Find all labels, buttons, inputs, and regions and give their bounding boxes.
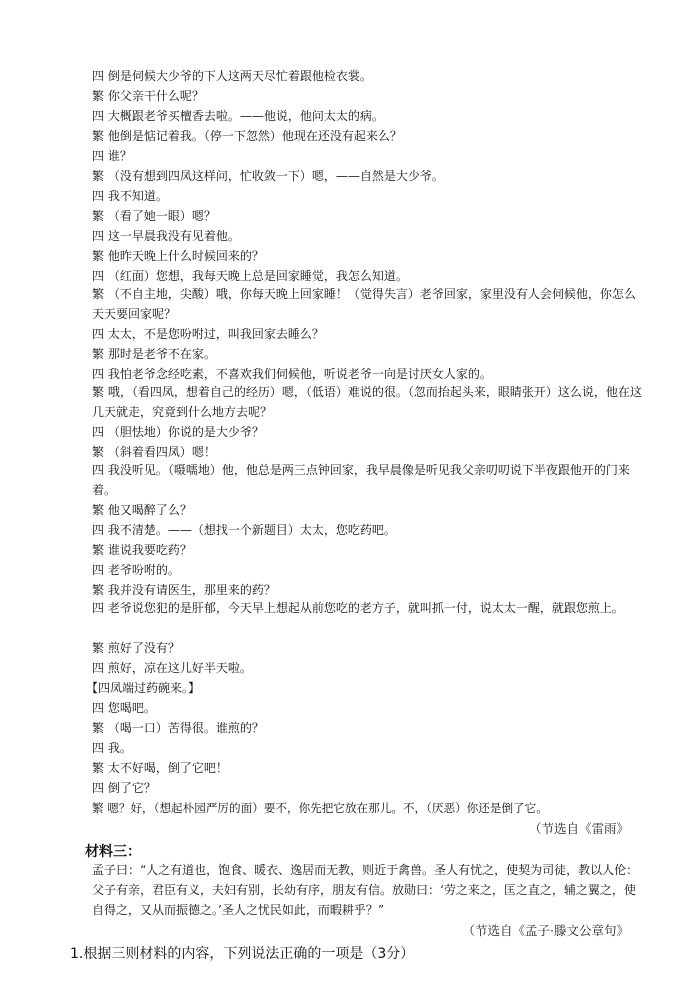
dialogue-line: 四 谁？ xyxy=(92,149,132,163)
dialogue-line: 繁 （喝一口）苦得很。谁煎的？ xyxy=(92,721,264,735)
dialogue-line: 繁 他倒是惦记着我。（停一下忽然）他现在还没有起来么？ xyxy=(92,129,402,143)
dialogue-line: 四 （红面）您想，我每天晚上总是回家睡觉，我怎么知道。 xyxy=(92,269,408,283)
dialogue-line: 繁 他又喝醉了么？ xyxy=(92,503,192,517)
dialogue-line: 四 我怕老爷念经吃素，不喜欢我们伺候他，听说老爷一向是讨厌女人家的。 xyxy=(92,367,492,381)
dialogue-line: 四 我不清楚。——（想找一个新题目）太太，您吃药吧。 xyxy=(92,523,396,537)
dialogue-line: 繁 那时是老爷不在家。 xyxy=(92,347,216,361)
dialogue-line: 四 我没听见。（嗫嚅地）他，他总是两三点钟回家，我早晨像是听见我父亲叨叨说下半夜跟他开的门来着。 xyxy=(92,463,630,497)
dialogue-line: 四 您喝吧。 xyxy=(92,701,156,715)
dialogue-line: 四 老爷吩咐的。 xyxy=(92,563,180,577)
dialogue-line: 繁 嗯？好，（想起朴园严厉的面）要不，你先把它放在那儿。不，（厌恶）你还是倒了它。 xyxy=(92,801,548,815)
dialogue-line: 四 （胆怯地）你说的是大少爷？ xyxy=(92,425,264,439)
stage-direction: 【四凤端过药碗来。】 xyxy=(86,681,201,695)
source-citation-3: （节选自《孟子·滕文公章句》 xyxy=(462,923,629,938)
dialogue-line: 四 煎好，凉在这儿好半天啦。 xyxy=(92,661,252,675)
dialogue-line: 繁 哦，（看四凤，想着自己的经历）嗯，（低语）难说的很。（忽而抬起头来，眼睛张开）这么说，他在这几天就走，究竟到什么地方去呢？ xyxy=(92,385,642,419)
source-citation-2: （节选自《雷雨》 xyxy=(528,821,629,836)
dialogue-line: 繁 煎好了没有？ xyxy=(92,641,180,655)
dialogue-line: 四 我不知道。 xyxy=(92,189,168,203)
dialogue-line: 繁 （不自主地，尖酸）哦，你每天晚上回家睡！（觉得失言）老爷回家，家里没有人会伺候他，你怎么天天要回家呢？ xyxy=(92,287,636,321)
dialogue-line: 繁 （没有想到四凤这样问，忙收敛一下）嗯，——自然是大少爷。 xyxy=(92,169,444,183)
material-3-text: 孟子曰：“人之有道也，饱食、暖衣、逸居而无教，则近于禽兽。圣人有忧之，使契为司徒，教以人伦：父子有亲，君臣有义，夫妇有别，长幼有序，朋友有信。放勋曰：‘劳之来之，匡之直之，辅之翼之，使自得之，又从而振德之。’圣人之忧民如此，而暇耕乎？” xyxy=(92,863,639,917)
dialogue-line: 繁 你父亲干什么呢？ xyxy=(92,89,204,103)
dialogue-line: 四 这一早晨我没有见着他。 xyxy=(92,229,240,243)
question-1: 1.根据三则材料的内容，下列说法正确的一项是（3分） xyxy=(70,946,415,962)
dialogue-line: 繁 （看了她一眼）嗯？ xyxy=(92,209,216,223)
dialogue-line: 繁 我并没有请医生，那里来的药？ xyxy=(92,583,276,597)
dialogue-line: 四 大概跟老爷买檀香去啦。——他说，他问太太的病。 xyxy=(92,109,384,123)
dialogue-line: 四 我。 xyxy=(92,741,132,755)
dialogue-line: 四 老爷说您犯的是肝郁，今天早上想起从前您吃的老方子，就叫抓一付，说太太一醒，就跟您煎上。 xyxy=(92,601,624,615)
dialogue-line: 繁 谁说我要吃药？ xyxy=(92,543,192,557)
dialogue-line: 四 倒了它？ xyxy=(92,781,156,795)
material-3-title: 材料三： xyxy=(85,844,141,860)
dialogue-line: 四 太太，不是您吩咐过，叫我回家去睡么？ xyxy=(92,327,324,341)
dialogue-line: 繁 他昨天晚上什么时候回来的？ xyxy=(92,249,264,263)
dialogue-line: 繁 （斜着看四凤）嗯！ xyxy=(92,445,216,459)
dialogue-line: 四 倒是伺候大少爷的下人这两天尽忙着跟他检衣裳。 xyxy=(92,69,372,83)
dialogue-line: 繁 太不好喝，倒了它吧！ xyxy=(92,761,228,775)
